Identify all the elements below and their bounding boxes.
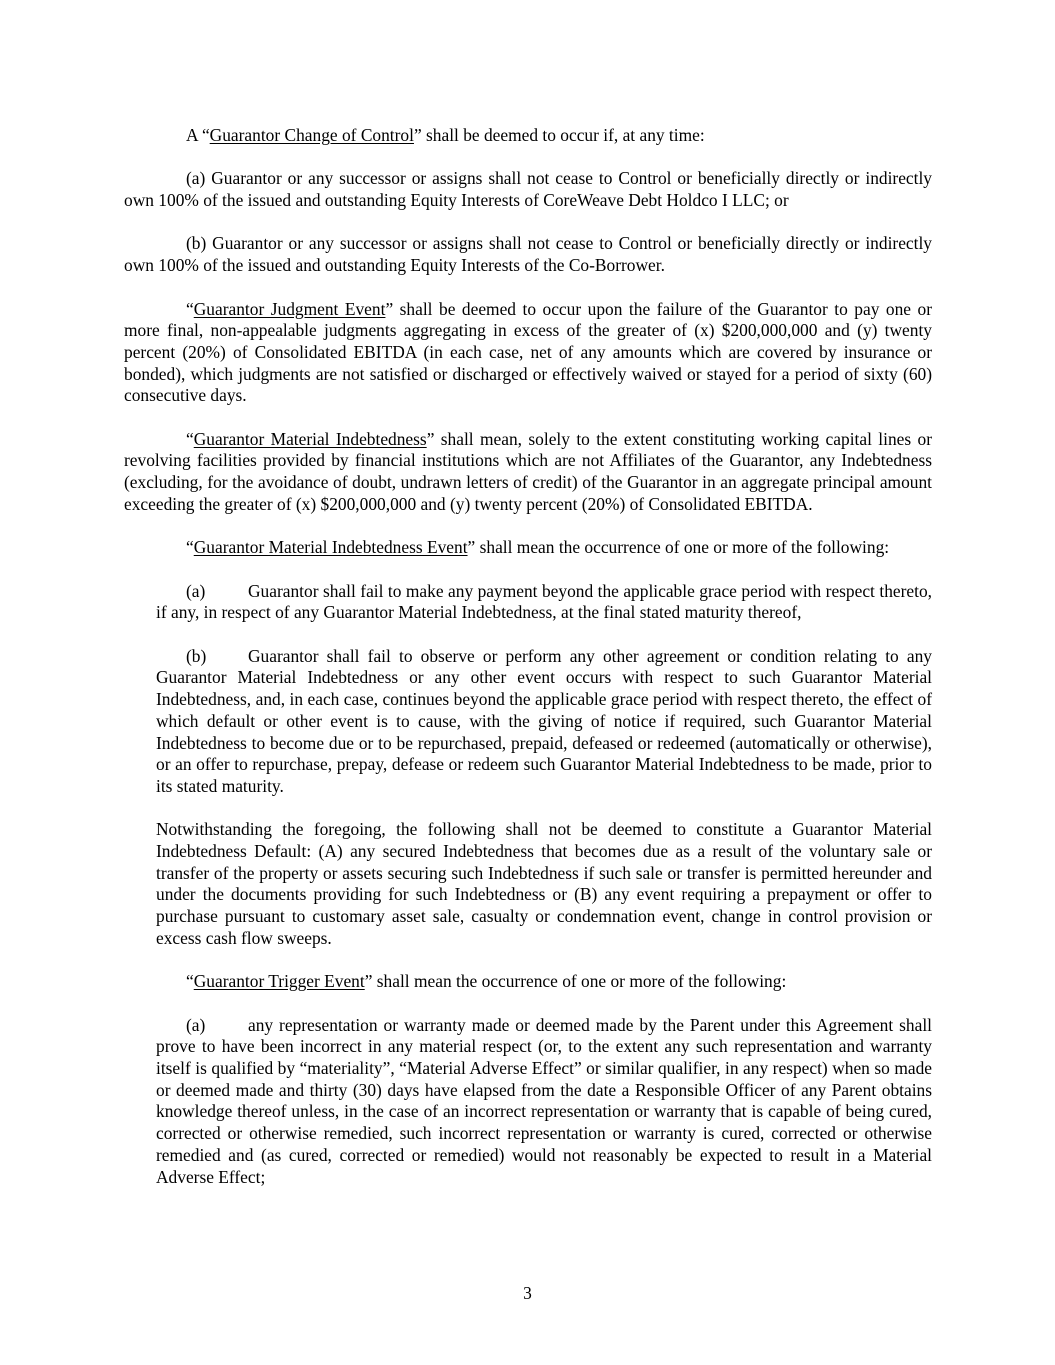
clause-text: any representation or warranty made or deemed made by the Parent under this Agreement shall prove to have been incorrect in any material respect (or, to the extent any such representation and warranty itself is qualified by “materiality”, “Material Adverse Effect” or similar qualifier, in any respect) when so made or deemed made and thirty (30) days have elapsed from the date a Responsible Officer of any Parent obtains knowledge thereof unless, in the case of an incorrect representation or warranty that is capable of being cured, corrected or otherwise remedied, such incorrect representation or warranty is cured, corrected or otherwise remedied and (as cured, corrected or remedied) would not reasonably be expected to result in a Material Adverse Effect; (156, 1014, 932, 1187)
defined-term-guarantor-trigger-event: Guarantor Trigger Event (193, 971, 365, 992)
document-page (124, 125, 932, 1210)
paragraph-change-of-control-a: (a) Guarantor or any successor or assigns shall not cease to Control or beneficially directly or indirectly own 100% of the issued and outstanding Equity Interests of CoreWeave Debt Holdco I LLC; or (124, 168, 932, 211)
paragraph-change-of-control-intro (124, 125, 932, 147)
defined-term-guarantor-judgment-event: Guarantor Judgment Event (193, 298, 386, 319)
paragraph-trigger-a (156, 1015, 932, 1189)
clause-label: (b) (186, 645, 207, 666)
clause-text: Guarantor shall fail to make any payment beyond the applicable grace period with respect thereto, if any, in respect of any Guarantor Material Indebtedness, at the final stated maturity thereof, (156, 580, 932, 623)
quote-open: “ (186, 298, 194, 319)
definition-text: ” shall mean the occurrence of one or more of the following: (364, 971, 787, 992)
definition-text: ” shall be deemed to occur upon the failure of the Guarantor to pay one or more final, non-appealable judgments aggregating in excess of the greater of (x) $200,000,000 and (y) twenty percent (20%) of Consolidated EBITDA (in each case, net of any amounts which are covered by insurance or bonded), which judgments are not satisfied or discharged or effectively waived or stayed for a period of sixty (60) consecutive days. (124, 298, 933, 406)
defined-term-guarantor-material-indebtedness: Guarantor Material Indebtedness (193, 428, 427, 449)
definition-text: ” shall mean the occurrence of one or more of the following: (467, 537, 890, 558)
clause-text: Guarantor shall fail to observe or perform any other agreement or condition relating to any Guarantor Material Indebtedness or any other event occurs with respect to such Guarantor Material Indebtedness, and, in each case, continues beyond the applicable grace period with respect thereto, the effect of which default or other event is to cause, with the giving of notice if required, such Guarantor Material Indebtedness to become due or to be repurchased, prepaid, defeased or redeemed (automatically or otherwise), or an offer to repurchase, prepay, defease or redeem such Guarantor Material Indebtedness to be made, prior to its stated maturity. (156, 645, 932, 796)
definition-text: ” shall mean, solely to the extent constituting working capital lines or revolving facilities provided by financial institutions which are not Affiliates of the Guarantor, any Indebtedness (excluding, for the avoidance of doubt, undrawn letters of credit) of the Guarantor in an aggregate principal amount exceeding the greater of (x) $200,000,000 and (y) twenty percent (20%) of Consolidated EBITDA. (124, 428, 932, 514)
paragraph-notwithstanding: Notwithstanding the foregoing, the following shall not be deemed to constitute a Guarantor Material Indebtedness Default: (A) any secured Indebtedness that becomes due as a result of the voluntary sale or transfer of the property or assets securing such Indebtedness if such sale or transfer is permitted hereunder and under the documents providing for such Indebtedness or (B) any event requiring a prepayment or offer to purchase pursuant to customary asset sale, casualty or condemnation event, change in control provision or excess cash flow sweeps. (156, 819, 932, 948)
quote-open: “ (186, 537, 194, 558)
paragraph-mie-a (156, 581, 932, 624)
page-number: 3 (523, 1283, 532, 1303)
definition-text: ” shall be deemed to occur if, at any time: (413, 125, 705, 145)
paragraph-judgment-event (124, 299, 932, 408)
clause-label: (a) (186, 1014, 206, 1035)
clause-label: (a) (186, 580, 206, 601)
paragraph-material-indebtedness (124, 429, 932, 516)
quote-open: “ (186, 428, 194, 449)
defined-term-guarantor-material-indebtedness-event: Guarantor Material Indebtedness Event (193, 537, 468, 558)
quote-open: A “ (186, 125, 210, 145)
paragraph-material-indebtedness-event (124, 537, 932, 559)
paragraph-mie-b (156, 646, 932, 798)
quote-open: “ (186, 971, 194, 992)
paragraph-trigger-event (156, 971, 932, 993)
defined-term-guarantor-change-of-control: Guarantor Change of Control (209, 125, 414, 145)
paragraph-change-of-control-b: (b) Guarantor or any successor or assigns shall not cease to Control or beneficially directly or indirectly own 100% of the issued and outstanding Equity Interests of the Co-Borrower. (124, 233, 932, 276)
